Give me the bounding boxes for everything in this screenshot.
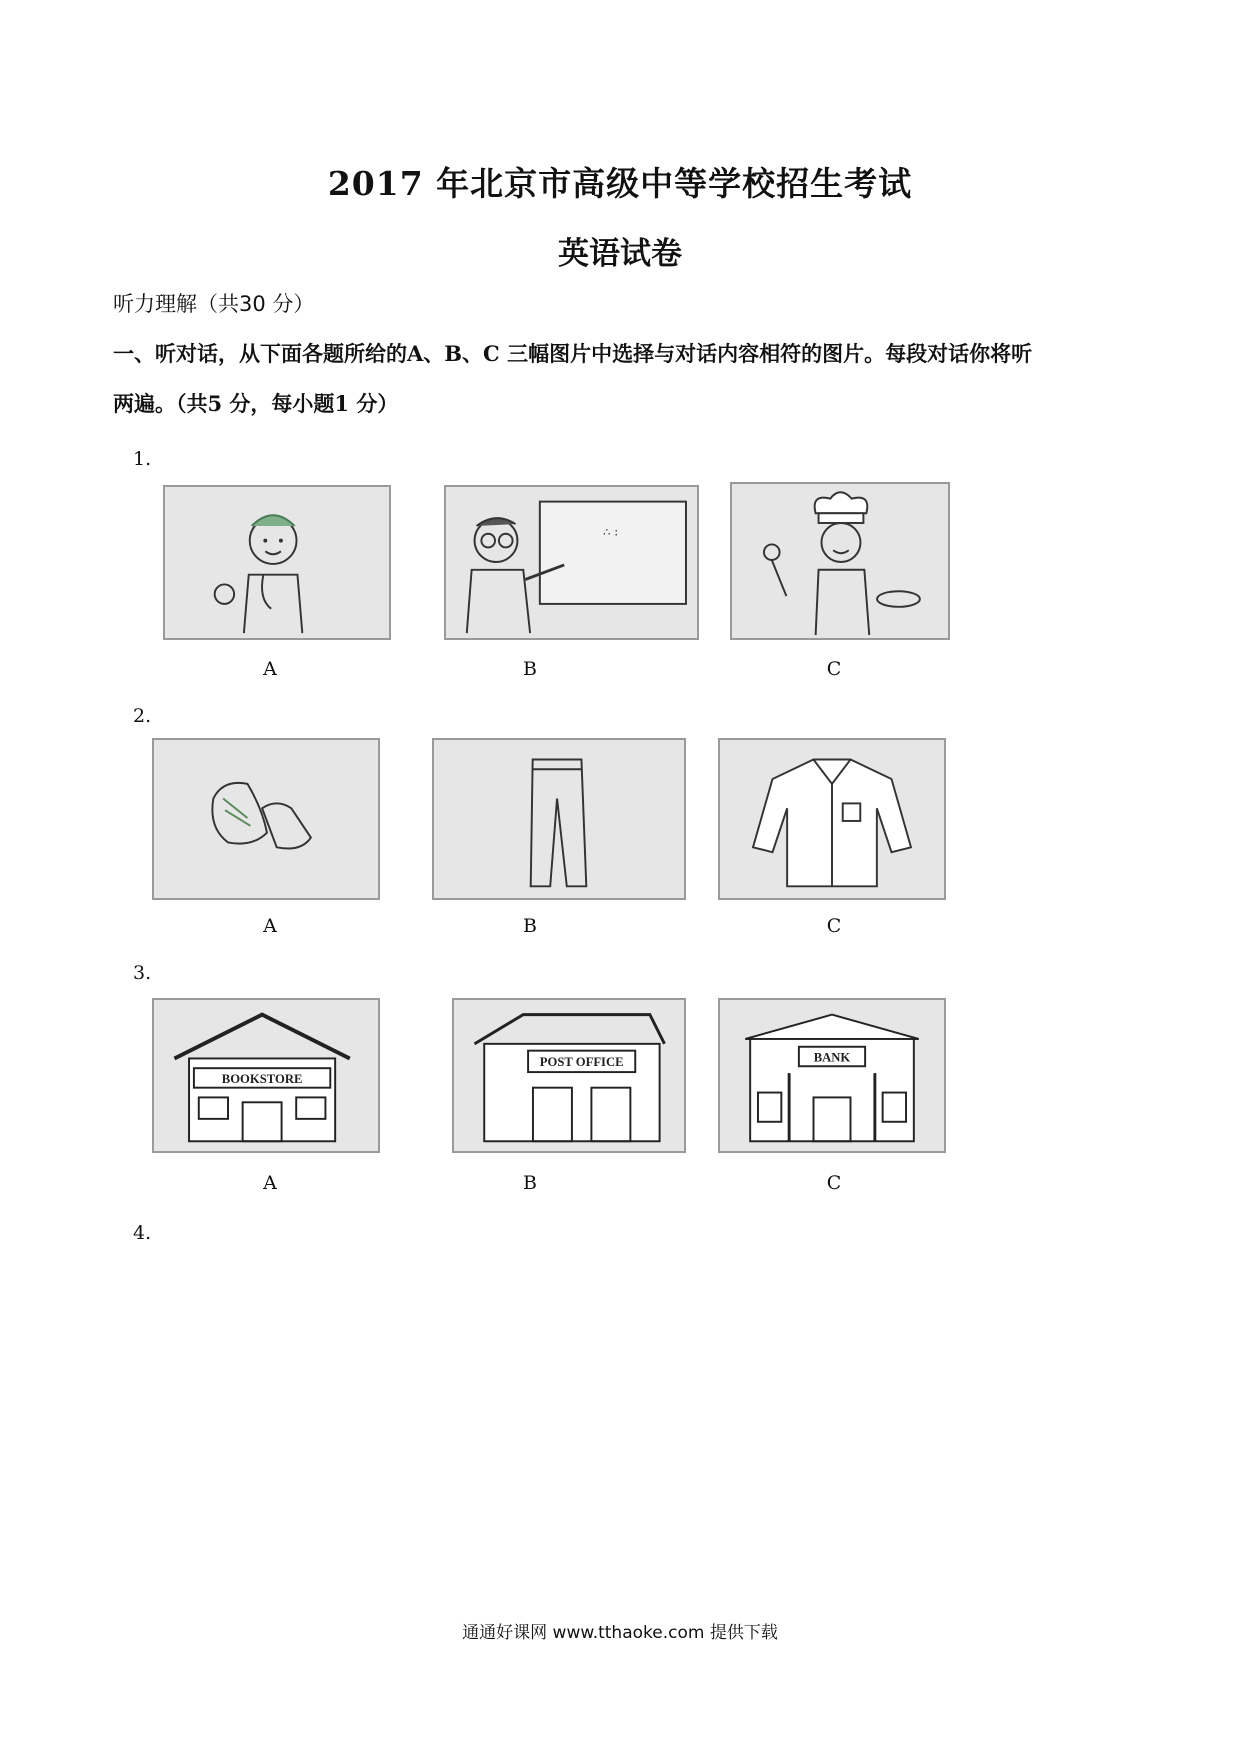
bookstore-sign: BOOKSTORE (221, 1071, 303, 1086)
instruction-line-1: 一、听对话，从下面各题所给的A、B、C 三幅图片中选择与对话内容相符的图片。每段对话你将听 (113, 341, 1033, 366)
question-2-number: 2. (133, 705, 152, 727)
exam-title: 2017 年北京市高级中等学校招生考试 (327, 164, 913, 203)
section-heading: 听力理解（共30 分） (113, 292, 315, 316)
q3-option-a-label: A (263, 1172, 277, 1194)
trousers-image (432, 738, 686, 900)
doctor-image (163, 485, 391, 640)
shirt-image (718, 738, 946, 900)
shoes-image (152, 738, 380, 900)
bank-image (718, 998, 946, 1153)
footer-source: 通通好课网 www.tthaoke.com 提供下载 (462, 1623, 778, 1643)
question-1-number: 1. (133, 448, 152, 470)
teacher-image (444, 485, 699, 640)
question-4-number: 4. (133, 1222, 152, 1244)
svg-text:∴ :: ∴ : (603, 524, 619, 539)
post-office-sign: POST OFFICE (539, 1055, 624, 1070)
exam-subtitle: 英语试卷 (558, 236, 682, 272)
q1-option-b-label: B (523, 658, 537, 680)
q2-option-c-label: C (826, 915, 842, 937)
question-3-number: 3. (133, 962, 152, 984)
q3-option-b-label: B (523, 1172, 537, 1194)
q1-option-a-label: A (263, 658, 277, 680)
cook-image (730, 482, 950, 640)
q3-option-c-label: C (826, 1172, 842, 1194)
post-office-image (452, 998, 686, 1153)
bank-sign: BANK (813, 1050, 851, 1065)
q2-option-a-label: A (263, 915, 277, 937)
q1-option-c-label: C (826, 658, 842, 680)
bookstore-image (152, 998, 380, 1153)
q2-option-b-label: B (523, 915, 537, 937)
instruction-line-2: 两遍。（共5 分，每小题1 分） (113, 391, 399, 416)
